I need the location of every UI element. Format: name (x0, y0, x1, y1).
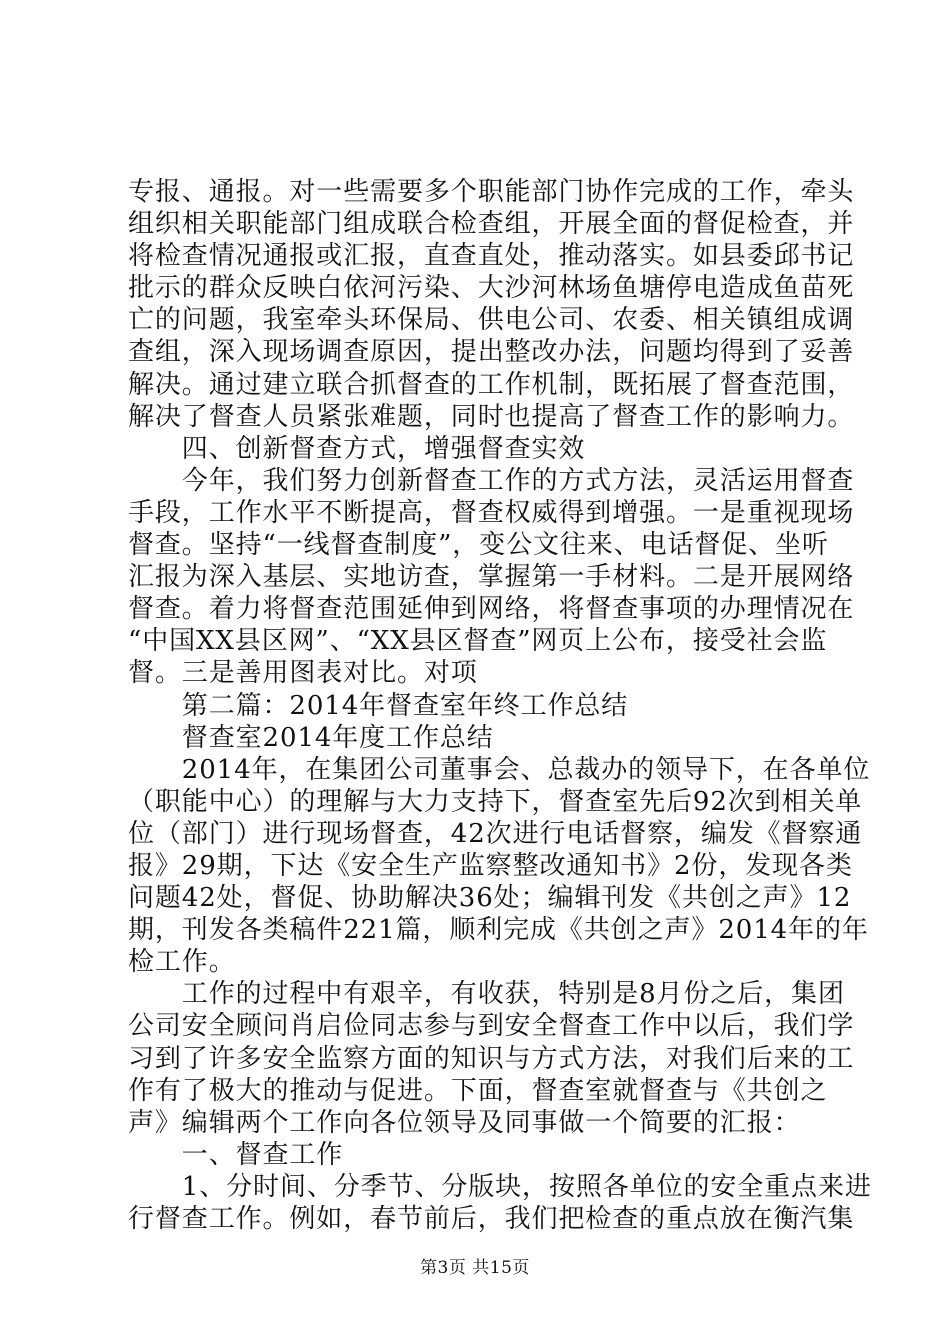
text-line: 汇报为深入基层、实地访查，掌握第一手材料。二是开展网络 (128, 562, 855, 593)
text-line: （职能中心）的理解与大力支持下，督查室先后92次到相关单 (128, 786, 863, 817)
text-line: 督查。坚持“一线督查制度”，变公文往来、电话督促、坐听 (128, 530, 829, 561)
text-line: 报》29期，下达《安全生产监察整改通知书》2份，发现各类 (128, 850, 853, 881)
text-line: 查组，深入现场调查原因，提出整改办法，问题均得到了妥善 (128, 337, 855, 368)
text-line: 解决。通过建立联合抓督查的工作机制，既拓展了督查范围， (128, 369, 855, 400)
text-line: 期，刊发各类稿件221篇，顺利完成《共创之声》2014年的年 (128, 915, 869, 946)
text-line: 声》编辑两个工作向各位领导及同事做一个简要的汇报： (128, 1107, 801, 1138)
text-line: 督。三是善用图表对比。对项 (128, 658, 478, 689)
page-footer: 第3页 共15页 (420, 1258, 530, 1278)
text-line: 四、创新督查方式，增强督查实效 (128, 433, 586, 464)
text-line: 工作的过程中有艰辛，有收获，特别是8月份之后，集团 (128, 979, 845, 1010)
text-line: 问题42处，督促、协助解决36处；编辑刊发《共创之声》12 (128, 883, 852, 914)
text-line: 组织相关职能部门组成联合检查组，开展全面的督促检查，并 (128, 209, 855, 240)
text-line: 2014年，在集团公司董事会、总裁办的领导下，在各单位 (128, 754, 871, 785)
text-line: 作有了极大的推动与促进。下面，督查室就督查与《共创之 (128, 1075, 828, 1106)
text-line: 习到了许多安全监察方面的知识与方式方法，对我们后来的工 (128, 1043, 855, 1074)
document-body (128, 176, 872, 1235)
text-line: 解决了督查人员紧张难题，同时也提高了督查工作的影响力。 (128, 401, 855, 432)
text-line: 批示的群众反映白依河污染、大沙河林场鱼塘停电造成鱼苗死 (128, 273, 855, 304)
text-line: 专报、通报。对一些需要多个职能部门协作完成的工作，牵头 (128, 177, 855, 207)
text-line: 第二篇：2014年督查室年终工作总结 (128, 690, 629, 721)
text-line: 位（部门）进行现场督查，42次进行电话督察，编发《督察通 (128, 818, 863, 849)
text-line: 公司安全顾问肖启俭同志参与到安全督查工作中以后，我们学 (128, 1011, 855, 1042)
text-line: 1、分时间、分季节、分版块，按照各单位的安全重点来进 (128, 1171, 872, 1202)
text-line: 亡的问题，我室牵头环保局、供电公司、农委、相关镇组成调 (128, 305, 855, 336)
text-line: 今年，我们努力创新督查工作的方式方法，灵活运用督查 (128, 465, 855, 496)
text-line: 督查室2014年度工作总结 (128, 722, 494, 753)
text-line: 行督查工作。例如，春节前后，我们把检查的重点放在衡汽集 (128, 1204, 855, 1234)
text-line: 手段，工作水平不断提高，督查权威得到增强。一是重视现场 (128, 497, 855, 528)
text-line: 检工作。 (128, 947, 236, 978)
text-line: 一、督查工作 (128, 1139, 344, 1170)
text-line: 将检查情况通报或汇报，直查直处，推动落实。如县委邱书记 (128, 241, 855, 272)
text-line: 督查。着力将督查范围延伸到网络，将督查事项的办理情况在 (128, 594, 855, 625)
text-line: “中国XX县区网”、“XX县区督查”网页上公布，接受社会监 (128, 626, 828, 657)
